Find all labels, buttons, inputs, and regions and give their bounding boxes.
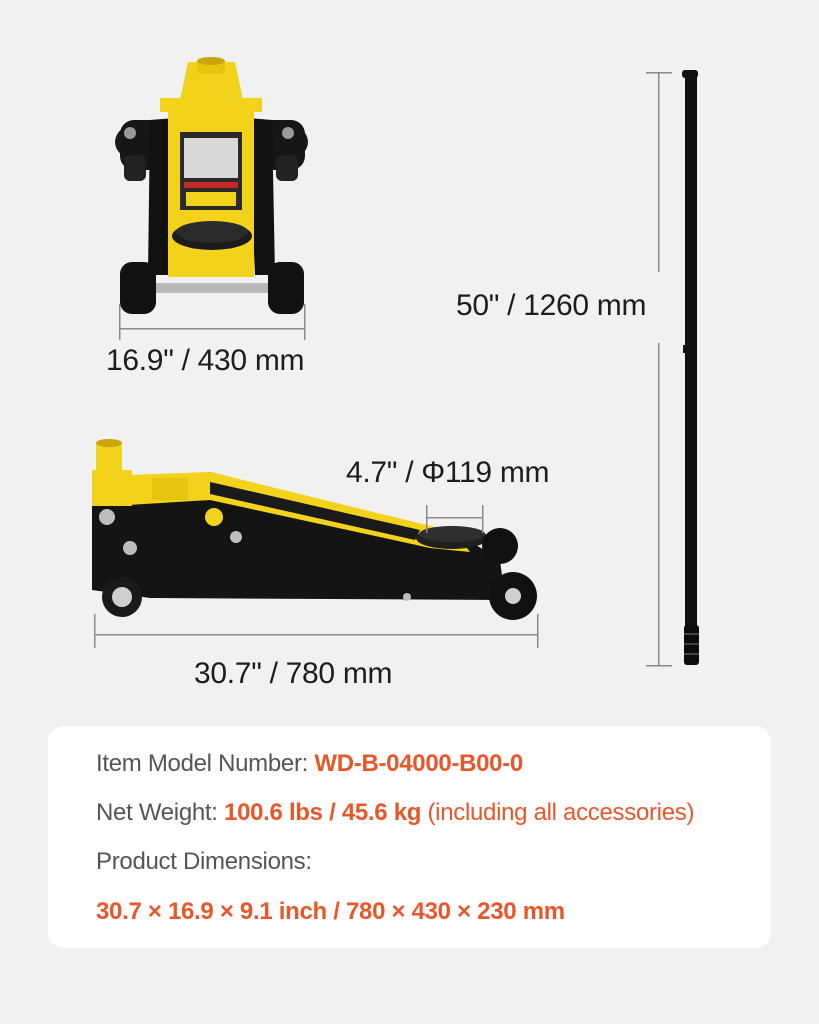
saddle-dimension-label: 4.7" / Φ119 mm [346, 456, 550, 489]
model-number-row [96, 750, 523, 778]
net-weight-row [96, 799, 694, 827]
net-weight-label: Net Weight: [96, 799, 225, 826]
width-dimension-label: 16.9" / 430 mm [106, 344, 305, 377]
net-weight-note: (including all accessories) [421, 799, 695, 826]
jack-handle-bar-icon [682, 70, 699, 665]
model-number-label: Item Model Number: [96, 750, 315, 777]
product-dimensions-value: 30.7 × 16.9 × 9.1 inch / 780 × 430 × 230 mm [96, 898, 565, 925]
spec-card [48, 726, 771, 948]
product-dimensions-label: Product Dimensions: [96, 848, 312, 875]
floor-jack-front-view-icon [115, 57, 308, 314]
net-weight-value: 100.6 lbs / 45.6 kg [224, 799, 422, 826]
handle-dimension-label: 50" / 1260 mm [456, 289, 647, 322]
length-dimension-label: 30.7" / 780 mm [194, 657, 393, 690]
model-number-value: WD-B-04000-B00-0 [314, 750, 523, 777]
